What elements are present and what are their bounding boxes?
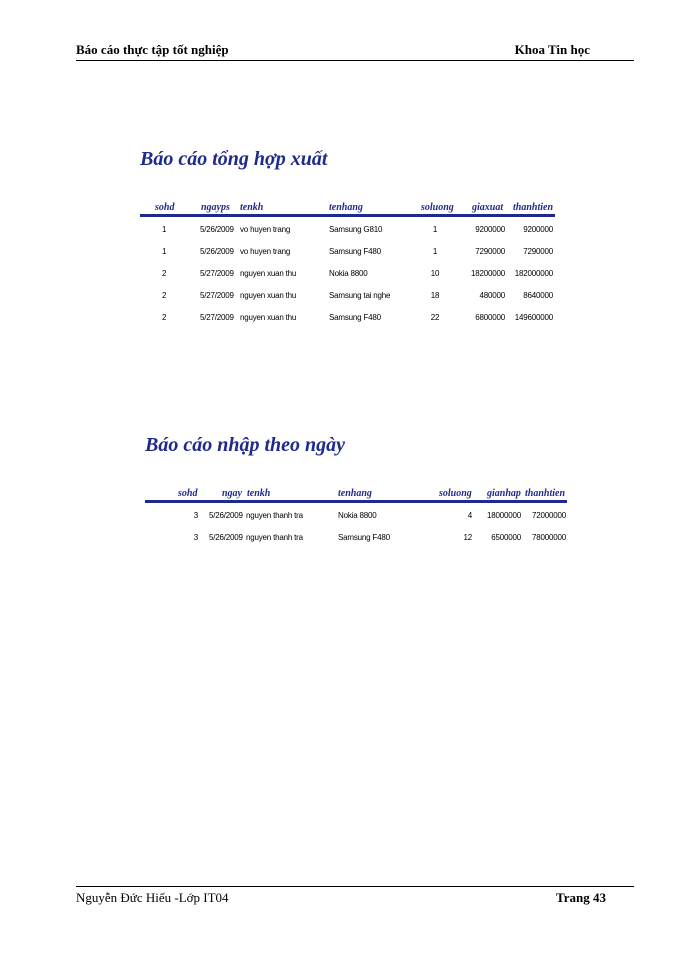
export-col-ngayps: ngayps [201, 202, 230, 213]
cell-tenkh: nguyen thanh tra [246, 511, 303, 520]
cell-tenhang: Samsung G810 [329, 225, 383, 234]
cell-giaxuat: 7290000 [475, 247, 505, 256]
cell-tenhang: Samsung tai nghe [329, 291, 391, 300]
import-header-rule [145, 500, 567, 503]
cell-thanhtien: 149600000 [514, 313, 553, 322]
cell-tenhang: Samsung F480 [329, 313, 381, 322]
cell-tenkh: vo huyen trang [240, 247, 291, 256]
page-footer [76, 886, 634, 905]
import-col-thanhtien: thanhtien [525, 488, 566, 499]
export-col-tenkh: tenkh [240, 202, 264, 213]
footer-author: Nguyễn Đức Hiếu -Lớp IT04 [76, 890, 229, 905]
cell-thanhtien: 72000000 [532, 511, 566, 520]
cell-tenkh: vo huyen trang [240, 225, 291, 234]
cell-sohd: 2 [162, 269, 167, 278]
cell-tenhang: Samsung F480 [329, 247, 381, 256]
cell-thanhtien: 78000000 [532, 533, 566, 542]
cell-ngayps: 5/27/2009 [200, 313, 234, 322]
cell-gianhap: 6500000 [491, 533, 521, 542]
cell-tenhang: Samsung F480 [338, 533, 390, 542]
cell-soluong: 22 [430, 313, 440, 322]
import-col-sohd: sohd [178, 488, 198, 499]
cell-sohd: 2 [162, 313, 167, 322]
cell-tenhang: Nokia 8800 [338, 511, 377, 520]
cell-sohd: 3 [193, 533, 198, 542]
cell-tenkh: nguyen thanh tra [246, 533, 303, 542]
export-report-title: Báo cáo tổng hợp xuất [140, 148, 328, 170]
cell-tenkh: nguyen xuan thu [240, 291, 297, 300]
import-col-tenkh: tenkh [247, 488, 271, 499]
cell-gianhap: 18000000 [487, 511, 521, 520]
export-col-sohd: sohd [155, 202, 175, 213]
import-col-tenhang: tenhang [338, 488, 372, 499]
import-report-title: Báo cáo nhập theo ngày [145, 434, 346, 456]
cell-giaxuat: 480000 [479, 291, 505, 300]
cell-soluong: 1 [432, 225, 438, 234]
cell-sohd: 3 [193, 511, 198, 520]
cell-ngayps: 5/27/2009 [200, 269, 234, 278]
cell-thanhtien: 9200000 [523, 225, 553, 234]
cell-giaxuat: 6800000 [475, 313, 505, 322]
cell-sohd: 1 [162, 247, 167, 256]
cell-giaxuat: 18200000 [471, 269, 505, 278]
page-header [76, 42, 634, 61]
cell-ngayps: 5/26/2009 [200, 247, 234, 256]
export-col-giaxuat: giaxuat [472, 202, 504, 213]
export-header-rule [140, 214, 555, 217]
cell-soluong: 1 [432, 247, 438, 256]
export-col-tenhang: tenhang [329, 202, 363, 213]
header-right-text: Khoa Tin học [514, 42, 590, 57]
cell-thanhtien: 8640000 [523, 291, 553, 300]
cell-ngay: 5/26/2009 [209, 511, 243, 520]
cell-sohd: 1 [162, 225, 167, 234]
footer-page-number: Trang 43 [556, 890, 606, 905]
import-col-gianhap: gianhap [487, 488, 521, 499]
cell-soluong: 12 [463, 533, 472, 542]
import-col-soluong: soluong [439, 488, 472, 499]
import-col-ngay: ngay [222, 488, 242, 499]
cell-tenkh: nguyen xuan thu [240, 269, 297, 278]
cell-ngay: 5/26/2009 [209, 533, 243, 542]
export-col-thanhtien: thanhtien [513, 202, 554, 213]
cell-ngayps: 5/27/2009 [200, 291, 234, 300]
cell-thanhtien: 182000000 [514, 269, 553, 278]
cell-thanhtien: 7290000 [523, 247, 553, 256]
cell-tenhang: Nokia 8800 [329, 269, 368, 278]
cell-soluong: 4 [467, 511, 472, 520]
cell-ngayps: 5/26/2009 [200, 225, 234, 234]
export-col-soluong: soluong [421, 202, 454, 213]
cell-sohd: 2 [162, 291, 167, 300]
cell-soluong: 18 [430, 291, 440, 300]
cell-giaxuat: 9200000 [475, 225, 505, 234]
cell-soluong: 10 [430, 269, 440, 278]
header-left-text: Báo cáo thực tập tốt nghiệp [76, 42, 229, 57]
cell-tenkh: nguyen xuan thu [240, 313, 297, 322]
